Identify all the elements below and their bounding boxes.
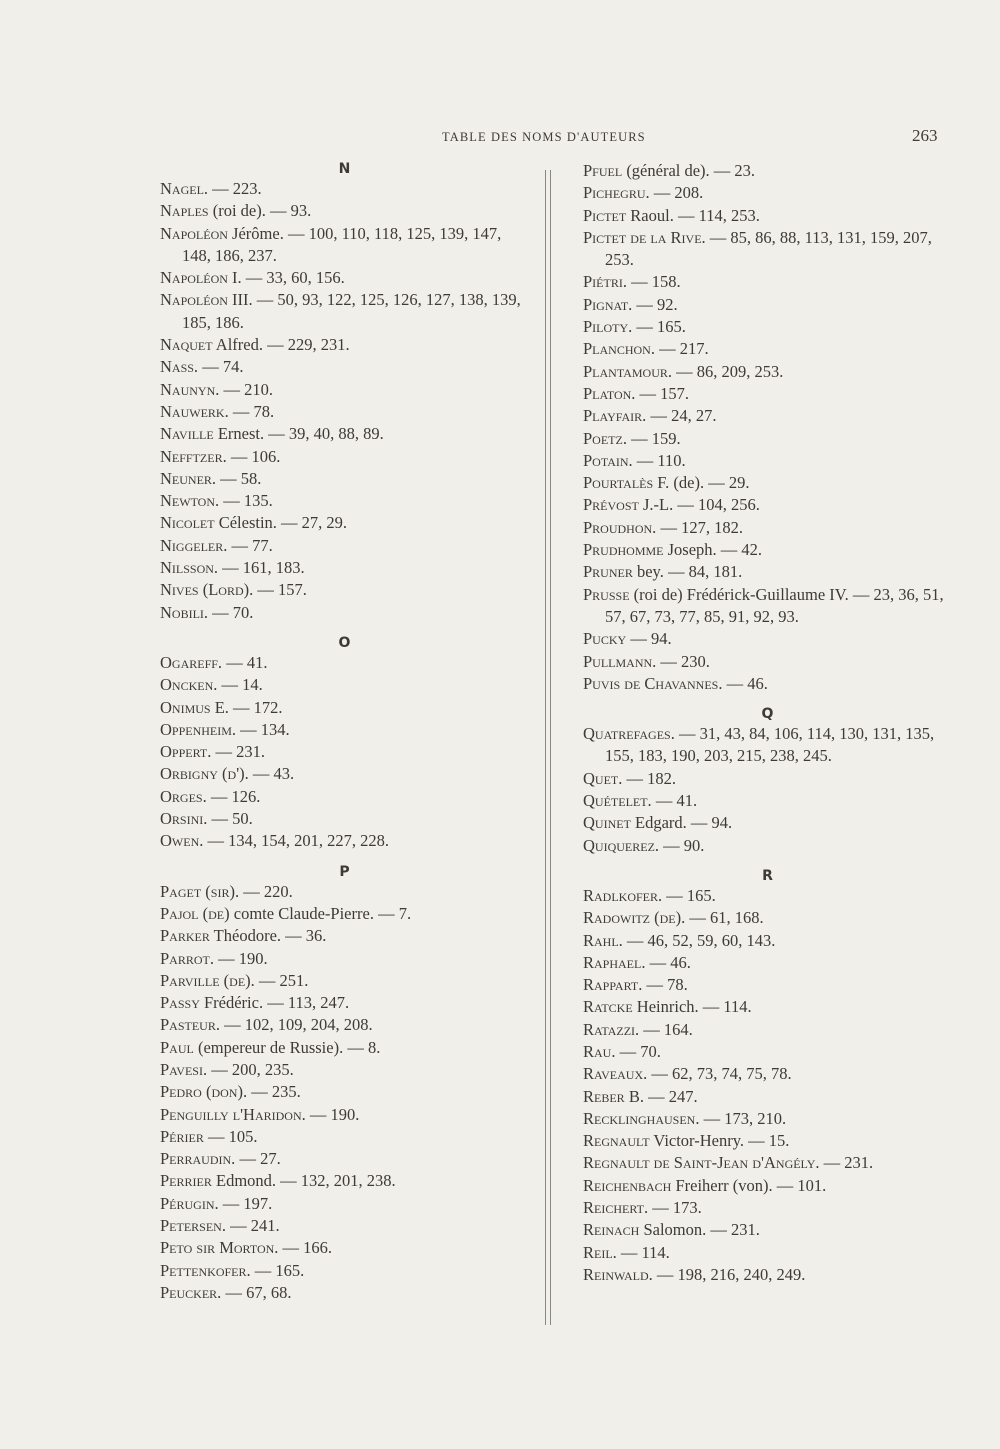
index-section <box>583 160 953 695</box>
page-references: — 161, 183. <box>218 558 305 578</box>
index-entry <box>583 1242 953 1264</box>
index-entry <box>160 808 530 830</box>
author-name: Paul <box>160 1037 194 1057</box>
index-entry <box>583 651 953 673</box>
page-references: — 173. <box>648 1198 702 1218</box>
index-entry <box>583 182 953 204</box>
author-name: Rau. <box>583 1041 616 1061</box>
author-name: Nefftzer. <box>160 446 227 466</box>
author-name: Radowitz (de). <box>583 908 686 928</box>
author-name: Petersen. <box>160 1216 226 1236</box>
author-name: Peto sir Morton. <box>160 1238 279 1258</box>
author-name: Rappart. <box>583 975 643 995</box>
index-column-left <box>160 160 530 1314</box>
page-references: — 127, 182. <box>656 517 743 537</box>
author-name: Nilsson. <box>160 558 219 578</box>
page-references: Salomon. — 231. <box>639 1220 760 1240</box>
page-references: — 157. <box>635 383 690 403</box>
page-references: — 50. <box>207 809 253 829</box>
page-references: — 105. <box>203 1126 258 1146</box>
page-number: 263 <box>912 126 938 145</box>
author-name: Pictet <box>583 205 627 225</box>
page-references: — 173, 210. <box>699 1108 787 1128</box>
index-entry <box>583 338 953 360</box>
index-entry <box>583 1264 953 1286</box>
index-entry <box>160 970 530 992</box>
page-references: — 231. <box>211 742 265 762</box>
author-name: Quinet <box>583 813 631 833</box>
page-references: — 114. <box>616 1242 670 1262</box>
author-name: Onimus <box>160 697 211 717</box>
page-references: — 190. <box>213 948 268 968</box>
page-references: F. (de). — 29. <box>653 473 750 493</box>
page-references: — 220. <box>239 881 293 901</box>
page-header <box>0 126 1000 156</box>
section-letter: R <box>762 867 774 884</box>
index-entry <box>583 930 953 952</box>
index-column-right <box>583 160 953 1296</box>
page-references: — 135. <box>219 491 273 511</box>
author-name: Reichert. <box>583 1198 649 1218</box>
index-entry <box>583 812 953 834</box>
author-name: Pictet de la Rive. <box>583 227 706 247</box>
page-references: — 164. <box>639 1019 693 1039</box>
index-entry <box>160 579 530 601</box>
index-entry <box>160 1081 530 1103</box>
author-name: Raveaux. <box>583 1064 648 1084</box>
page-references: — 165. <box>250 1260 305 1280</box>
author-name: Newton. <box>160 491 220 511</box>
index-entry <box>583 1197 953 1219</box>
page-references: — 46. <box>645 952 691 972</box>
index-entry <box>583 405 953 427</box>
author-name: Proudhon. <box>583 517 657 537</box>
author-name: Ratazzi. <box>583 1019 640 1039</box>
author-name: Plantamour. <box>583 361 673 381</box>
index-entry <box>160 741 530 763</box>
page-references: — 78. <box>228 401 275 421</box>
author-name: Pucky <box>583 629 627 649</box>
index-entry <box>160 948 530 970</box>
page-references: I. — 33, 60, 156. <box>227 268 345 288</box>
index-section <box>160 863 530 1305</box>
page-references: (roi de). — 93. <box>208 201 312 221</box>
page-references: — 41. <box>222 652 268 672</box>
page-references: — 251. <box>254 970 309 990</box>
author-name: Reichenbach <box>583 1175 672 1195</box>
index-entry <box>583 428 953 450</box>
author-name: Pfuel <box>583 161 623 180</box>
page-references: — 70. <box>208 602 254 622</box>
index-entry <box>583 494 953 516</box>
page-references: Heinrich. — 114. <box>632 997 752 1017</box>
index-entry <box>160 1014 530 1036</box>
index-entry <box>160 289 530 334</box>
author-name: Recklinghausen. <box>583 1108 700 1128</box>
page-references: Jérôme. — 100, 110, 118, 125, 139, 147, 148, 186, 237. <box>182 223 502 265</box>
index-entry <box>583 885 953 907</box>
page-references: — 46, 52, 59, 60, 143. <box>622 930 776 950</box>
index-entry <box>160 446 530 468</box>
author-name: Pruner <box>583 562 633 582</box>
index-entry <box>583 561 953 583</box>
index-entry <box>160 1104 530 1126</box>
author-name: Naunyn. <box>160 379 220 399</box>
page-references: — 70. <box>615 1041 661 1061</box>
index-entry <box>583 835 953 857</box>
author-name: Reil. <box>583 1242 617 1262</box>
page-references: — 165. <box>632 317 686 337</box>
index-entry <box>160 379 530 401</box>
page-references: — 110. <box>632 450 686 470</box>
index-entry <box>160 1170 530 1192</box>
page-references: — 182. <box>622 768 676 788</box>
author-name: Nauwerk. <box>160 401 229 421</box>
author-name: Pasteur. <box>160 1015 220 1035</box>
author-name: Ogareff. <box>160 652 223 672</box>
author-name: Reinach <box>583 1220 640 1240</box>
page-references: — 208. <box>649 183 704 203</box>
author-name: Playfair. <box>583 406 647 426</box>
index-entry <box>583 160 953 182</box>
index-entry <box>583 383 953 405</box>
author-name: Peucker. <box>160 1282 222 1302</box>
author-name: Radlkofer. <box>583 885 663 905</box>
author-name: Orges. <box>160 786 207 806</box>
page-references: Théodore. — 36. <box>209 926 327 946</box>
index-entry <box>160 334 530 356</box>
index-entry <box>160 830 530 852</box>
page-references: — 94. <box>626 629 672 649</box>
index-entry <box>160 674 530 696</box>
author-name: Pourtalès <box>583 473 654 493</box>
author-name: Reber <box>583 1086 625 1106</box>
author-name: Paget (sir). <box>160 881 240 901</box>
page-references: III. — 50, 93, 122, 125, 126, 127, 138, 139, 185, 186. <box>182 290 521 332</box>
author-name: Potain. <box>583 450 633 470</box>
index-section <box>160 160 530 624</box>
index-entry <box>583 205 953 227</box>
page-references: Alfred. — 229, 231. <box>212 335 350 355</box>
index-entry <box>160 423 530 445</box>
author-name: Oncken. <box>160 675 218 695</box>
page-references: — 235. <box>247 1082 301 1102</box>
column-divider <box>545 170 551 1325</box>
page-references: — 102, 109, 204, 208. <box>219 1015 373 1035</box>
page-references: — 166. <box>278 1238 333 1258</box>
index-entry <box>583 723 953 768</box>
page-references: — 198, 216, 240, 249. <box>652 1264 806 1284</box>
author-name: Piloty. <box>583 317 633 337</box>
author-name: Poetz. <box>583 428 627 448</box>
index-entry <box>583 1019 953 1041</box>
page-references: — 158. <box>626 272 681 292</box>
index-entry <box>160 763 530 785</box>
page-references: — 90. <box>659 835 705 855</box>
index-entry <box>160 881 530 903</box>
author-name: Périer <box>160 1126 204 1146</box>
author-name: Quet. <box>583 768 623 788</box>
page-references: Freiherr (von). — 101. <box>671 1175 827 1195</box>
index-entry <box>160 356 530 378</box>
author-name: Quételet. <box>583 791 652 811</box>
page-references: — 78. <box>642 975 688 995</box>
page-references: — 134, 154, 201, 227, 228. <box>203 831 389 851</box>
index-entry <box>583 1175 953 1197</box>
page-references: Edmond. — 132, 201, 238. <box>211 1171 396 1191</box>
index-entry <box>583 1219 953 1241</box>
page-references: — 74. <box>198 357 244 377</box>
page-references: (général de). — 23. <box>622 161 756 180</box>
index-entry <box>160 468 530 490</box>
page-references: — 106. <box>226 446 281 466</box>
index-entry <box>583 472 953 494</box>
author-name: Niggeler. <box>160 535 228 555</box>
index-entry <box>160 1059 530 1081</box>
page-references: Raoul. — 114, 253. <box>626 205 760 225</box>
author-name: Napoléon <box>160 223 228 243</box>
index-entry <box>160 200 530 222</box>
page-references: — 46. <box>722 673 768 693</box>
page-references: — 43. <box>248 764 295 784</box>
page-references: — 134. <box>236 719 290 739</box>
author-name: Pullmann. <box>583 651 657 671</box>
page-references: — 223. <box>208 179 262 198</box>
section-letter: Q <box>761 706 775 723</box>
author-name: Neuner. <box>160 468 217 488</box>
page-references: — 77. <box>227 535 273 555</box>
index-section <box>583 705 953 857</box>
author-name: Nives (Lord). <box>160 580 254 600</box>
index-entry <box>583 1063 953 1085</box>
author-name: Regnault de Saint-Jean d'Angély. <box>583 1153 820 1173</box>
index-entry <box>160 903 530 925</box>
author-name: Parrot. <box>160 948 214 968</box>
index-entry <box>583 584 953 629</box>
author-name: Nobili. <box>160 602 209 622</box>
index-entry <box>160 652 530 674</box>
page-references: — 241. <box>225 1216 280 1236</box>
page-references: — 62, 73, 74, 75, 78. <box>647 1064 792 1084</box>
page-references: — 14. <box>217 675 263 695</box>
index-entry <box>583 450 953 472</box>
index-entry <box>583 1130 953 1152</box>
page-references: — 27. <box>235 1149 281 1169</box>
index-entry <box>583 361 953 383</box>
index-section <box>583 867 953 1286</box>
page-references: — 85, 86, 88, 113, 131, 159, 207, 253. <box>605 227 932 270</box>
page-references: — 24, 27. <box>646 406 717 426</box>
author-name: Prévost <box>583 495 639 515</box>
page-references: bey. — 84, 181. <box>632 562 743 582</box>
section-letter: P <box>339 863 351 880</box>
index-entry <box>160 1148 530 1170</box>
index-entry <box>160 267 530 289</box>
section-letter: O <box>338 634 352 651</box>
page-references: — 217. <box>654 339 709 359</box>
index-entry <box>583 790 953 812</box>
author-name: Raphael. <box>583 952 646 972</box>
author-name: Napoléon <box>160 290 228 310</box>
author-name: Rahl. <box>583 930 623 950</box>
author-name: Pignat. <box>583 294 633 314</box>
page-references: Célestin. — 27, 29. <box>214 513 348 533</box>
author-name: Prudhomme <box>583 540 664 560</box>
index-entry <box>583 974 953 996</box>
index-entry <box>160 1126 530 1148</box>
author-name: Reinwald. <box>583 1264 653 1284</box>
author-name: Prusse <box>583 584 630 604</box>
index-entry <box>583 271 953 293</box>
index-entry <box>160 602 530 624</box>
index-section <box>160 634 530 853</box>
index-entry <box>583 539 953 561</box>
author-name: Parville (de). <box>160 970 255 990</box>
running-title: TABLE DES NOMS D'AUTEURS <box>442 130 646 144</box>
author-name: Parker <box>160 926 210 946</box>
page-references: (empereur de Russie). — 8. <box>193 1037 381 1057</box>
index-entry <box>583 907 953 929</box>
index-entry <box>583 294 953 316</box>
page-references: — 41. <box>651 791 698 811</box>
index-entry <box>160 1037 530 1059</box>
page-references: — 31, 43, 84, 106, 114, 130, 131, 135, 155, 183, 190, 203, 215, 238, 245. <box>605 724 935 766</box>
index-entry <box>160 1215 530 1237</box>
index-entry <box>583 768 953 790</box>
author-name: Oppert. <box>160 742 212 762</box>
index-entry <box>160 401 530 423</box>
author-name: Pichegru. <box>583 183 650 203</box>
index-entry <box>160 1193 530 1215</box>
author-name: Puvis de Chavannes. <box>583 673 723 693</box>
index-entry <box>583 227 953 272</box>
index-entry <box>583 316 953 338</box>
author-name: Oppenheim. <box>160 719 237 739</box>
page-references: — 157. <box>253 580 307 600</box>
index-entry <box>160 223 530 268</box>
author-name: Piétri. <box>583 272 627 292</box>
index-entry <box>160 992 530 1014</box>
index-entry <box>160 490 530 512</box>
page-references: Joseph. — 42. <box>663 540 763 560</box>
index-entry <box>160 557 530 579</box>
page-references: — 231. <box>819 1153 874 1173</box>
index-entry <box>583 952 953 974</box>
author-name: Platon. <box>583 383 636 403</box>
page-references: — 190. <box>305 1104 360 1124</box>
index-entry <box>160 719 530 741</box>
index-entry <box>583 628 953 650</box>
author-name: Naville <box>160 424 214 444</box>
page-references: Ernest. — 39, 40, 88, 89. <box>213 424 384 444</box>
author-name: Naples <box>160 201 209 221</box>
page-references: B. — 247. <box>624 1086 698 1106</box>
index-entry <box>160 1237 530 1259</box>
page-references: — 86, 209, 253. <box>672 361 784 381</box>
author-name: Penguilly l'Haridon. <box>160 1104 306 1124</box>
index-entry <box>583 673 953 695</box>
author-name: Regnault <box>583 1131 650 1151</box>
author-name: Perrier <box>160 1171 212 1191</box>
author-name: Owen. <box>160 831 204 851</box>
index-entry <box>160 178 530 200</box>
page-references: — 210. <box>219 379 273 399</box>
page-references: — 200, 235. <box>207 1059 294 1079</box>
page-references: — 165. <box>662 885 716 905</box>
page-references: — 67, 68. <box>221 1282 292 1302</box>
author-name: Quatrefages. <box>583 724 675 744</box>
page-references: — 61, 168. <box>685 908 764 928</box>
index-entry <box>583 1108 953 1130</box>
index-entry <box>583 1041 953 1063</box>
page-references: — 159. <box>626 428 681 448</box>
page-references: Victor-Henry. — 15. <box>649 1131 790 1151</box>
section-letter: N <box>338 161 352 177</box>
author-name: Naquet <box>160 335 213 355</box>
index-entry <box>583 1086 953 1108</box>
author-name: Pedro (don). <box>160 1082 248 1102</box>
page-references: — 92. <box>632 294 678 314</box>
index-entry <box>583 517 953 539</box>
index-entry <box>160 697 530 719</box>
index-entry <box>160 786 530 808</box>
page-references: J.-L. — 104, 256. <box>638 495 760 515</box>
author-name: Ratcke <box>583 997 633 1017</box>
index-entry <box>583 1152 953 1174</box>
page-references: Edgard. — 94. <box>630 813 733 833</box>
page-references: — 58. <box>216 468 262 488</box>
author-name: Pérugin. <box>160 1193 219 1213</box>
index-entry <box>160 1260 530 1282</box>
author-name: Nass. <box>160 357 199 377</box>
author-name: Nagel. <box>160 179 209 198</box>
author-name: Orbigny (d'). <box>160 764 249 784</box>
author-name: Nicolet <box>160 513 215 533</box>
page-references: (roi de) Frédérick-Guillaume IV. — 23, 36, 51, 57, 67, 73, 77, 85, 91, 92, 93. <box>605 584 944 626</box>
author-name: Passy <box>160 993 200 1013</box>
author-name: Pajol (de) <box>160 903 230 923</box>
page-references: comte Claude-Pierre. — 7. <box>229 903 412 923</box>
index-entry <box>160 1282 530 1304</box>
author-name: Orsini. <box>160 809 208 829</box>
author-name: Perraudin. <box>160 1149 236 1169</box>
author-name: Quiquerez. <box>583 835 660 855</box>
page-references: — 126. <box>206 786 261 806</box>
author-name: Napoléon <box>160 268 228 288</box>
index-entry <box>160 512 530 534</box>
page-references: E. — 172. <box>210 697 283 717</box>
author-name: Pettenkofer. <box>160 1260 251 1280</box>
index-entry <box>583 996 953 1018</box>
author-name: Planchon. <box>583 339 655 359</box>
author-name: Pavesi. <box>160 1059 208 1079</box>
page-references: Frédéric. — 113, 247. <box>199 993 350 1013</box>
page-references: — 197. <box>218 1193 273 1213</box>
index-entry <box>160 925 530 947</box>
index-entry <box>160 535 530 557</box>
page-references: — 230. <box>656 651 710 671</box>
